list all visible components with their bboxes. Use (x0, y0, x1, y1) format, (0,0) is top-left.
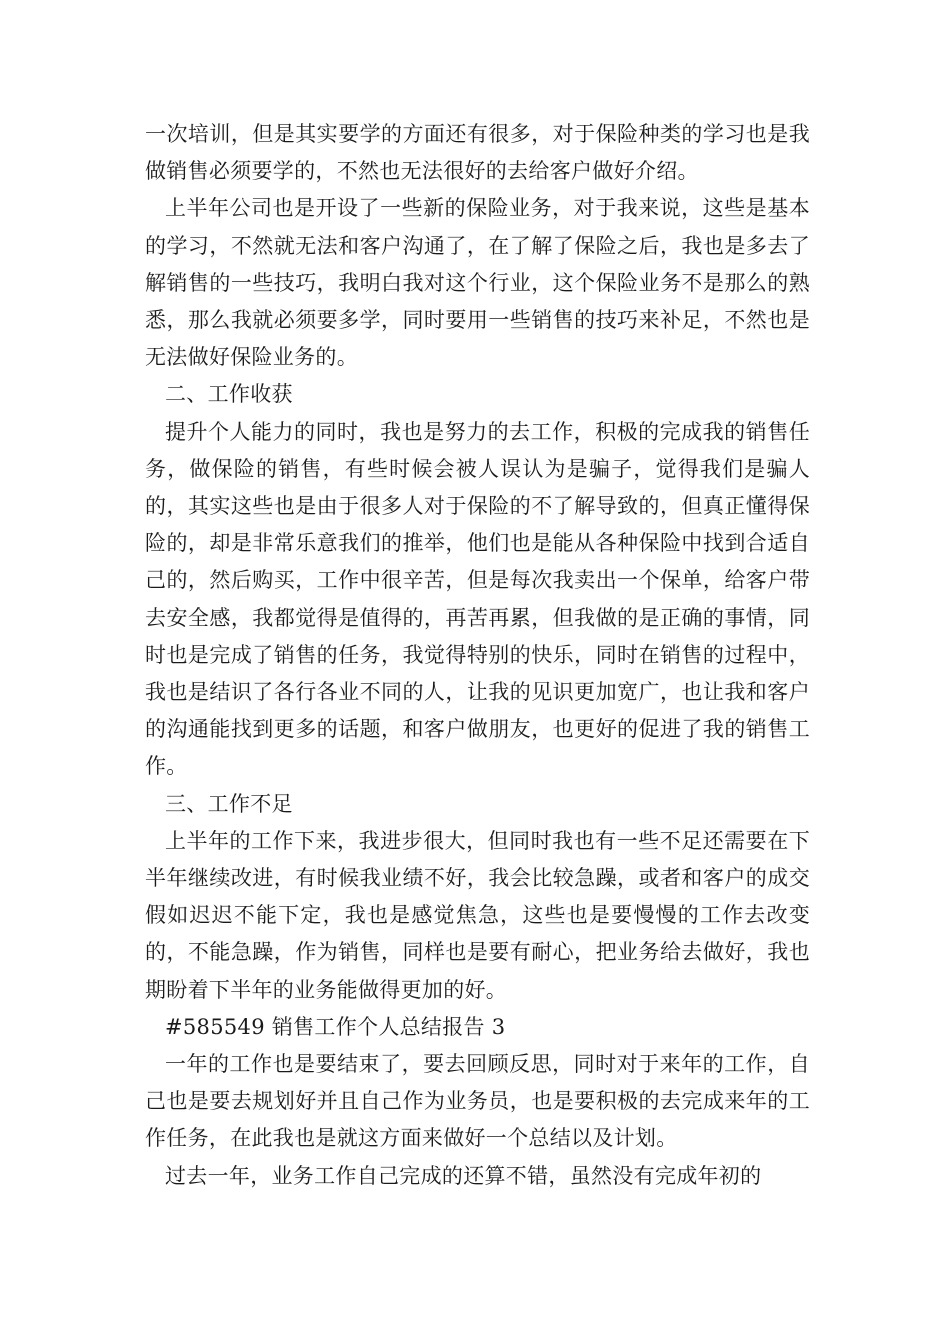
document-body (145, 116, 810, 1195)
section-heading-gains: 二、工作收获 (165, 382, 293, 407)
paragraph-new-business: 上半年公司也是开设了一些新的保险业务，对于我来说，这些是基本的学习，不然就无法和客户沟通了，在了解了保险之后，我也是多去了解销售的一些技巧，我明白我对这个行业，这个保险业务不是那么的熟悉，那么我就必须要多学，同时要用一些销售的技巧来补足，不然也是无法做好保险业务的。 (145, 196, 810, 370)
report-title: #585549 销售工作个人总结报告 3 (165, 1014, 506, 1039)
paragraph-gains: 提升个人能力的同时，我也是努力的去工作，积极的完成我的销售任务，做保险的销售，有些时候会被人误认为是骗子，觉得我们是骗人的，其实这些也是由于很多人对于保险的不了解导致的，但真正懂得保险的，却是非常乐意我们的推举，他们也是能从各种保险中找到合适自己的，然后购买，工作中很辛苦，但是每次我卖出一个保单，给客户带去安全感，我都觉得是值得的，再苦再累，但我做的是正确的事情，同时也是完成了销售的任务，我觉得特别的快乐，同时在销售的过程中，我也是结识了各行各业不同的人，让我的见识更加宽广，也让我和客户的沟通能找到更多的话题，和客户做朋友，也更好的促进了我的销售工作。 (145, 419, 810, 779)
section-heading-shortcomings: 三、工作不足 (165, 791, 293, 816)
paragraph-year-end: 一年的工作也是要结束了，要去回顾反思，同时对于来年的工作，自己也是要去规划好并且自己作为业务员，也是要积极的去完成来年的工作任务，在此我也是就这方面来做好一个总结以及计划。 (145, 1052, 810, 1151)
paragraph-shortcomings: 上半年的工作下来，我进步很大，但同时我也有一些不足还需要在下半年继续改进，有时候我业绩不好，我会比较急躁，或者和客户的成交假如迟迟不能下定，我也是感觉焦急，这些也是要慢慢的工作去改变的，不能急躁，作为销售，同样也是要有耐心，把业务给去做好，我也期盼着下半年的业务能做得更加的好。 (145, 828, 810, 1002)
paragraph-continuation: 一次培训，但是其实要学的方面还有很多，对于保险种类的学习也是我做销售必须要学的，不然也无法很好的去给客户做好介绍。 (145, 122, 810, 184)
paragraph-past-year: 过去一年，业务工作自己完成的还算不错，虽然没有完成年初的 (165, 1163, 762, 1188)
